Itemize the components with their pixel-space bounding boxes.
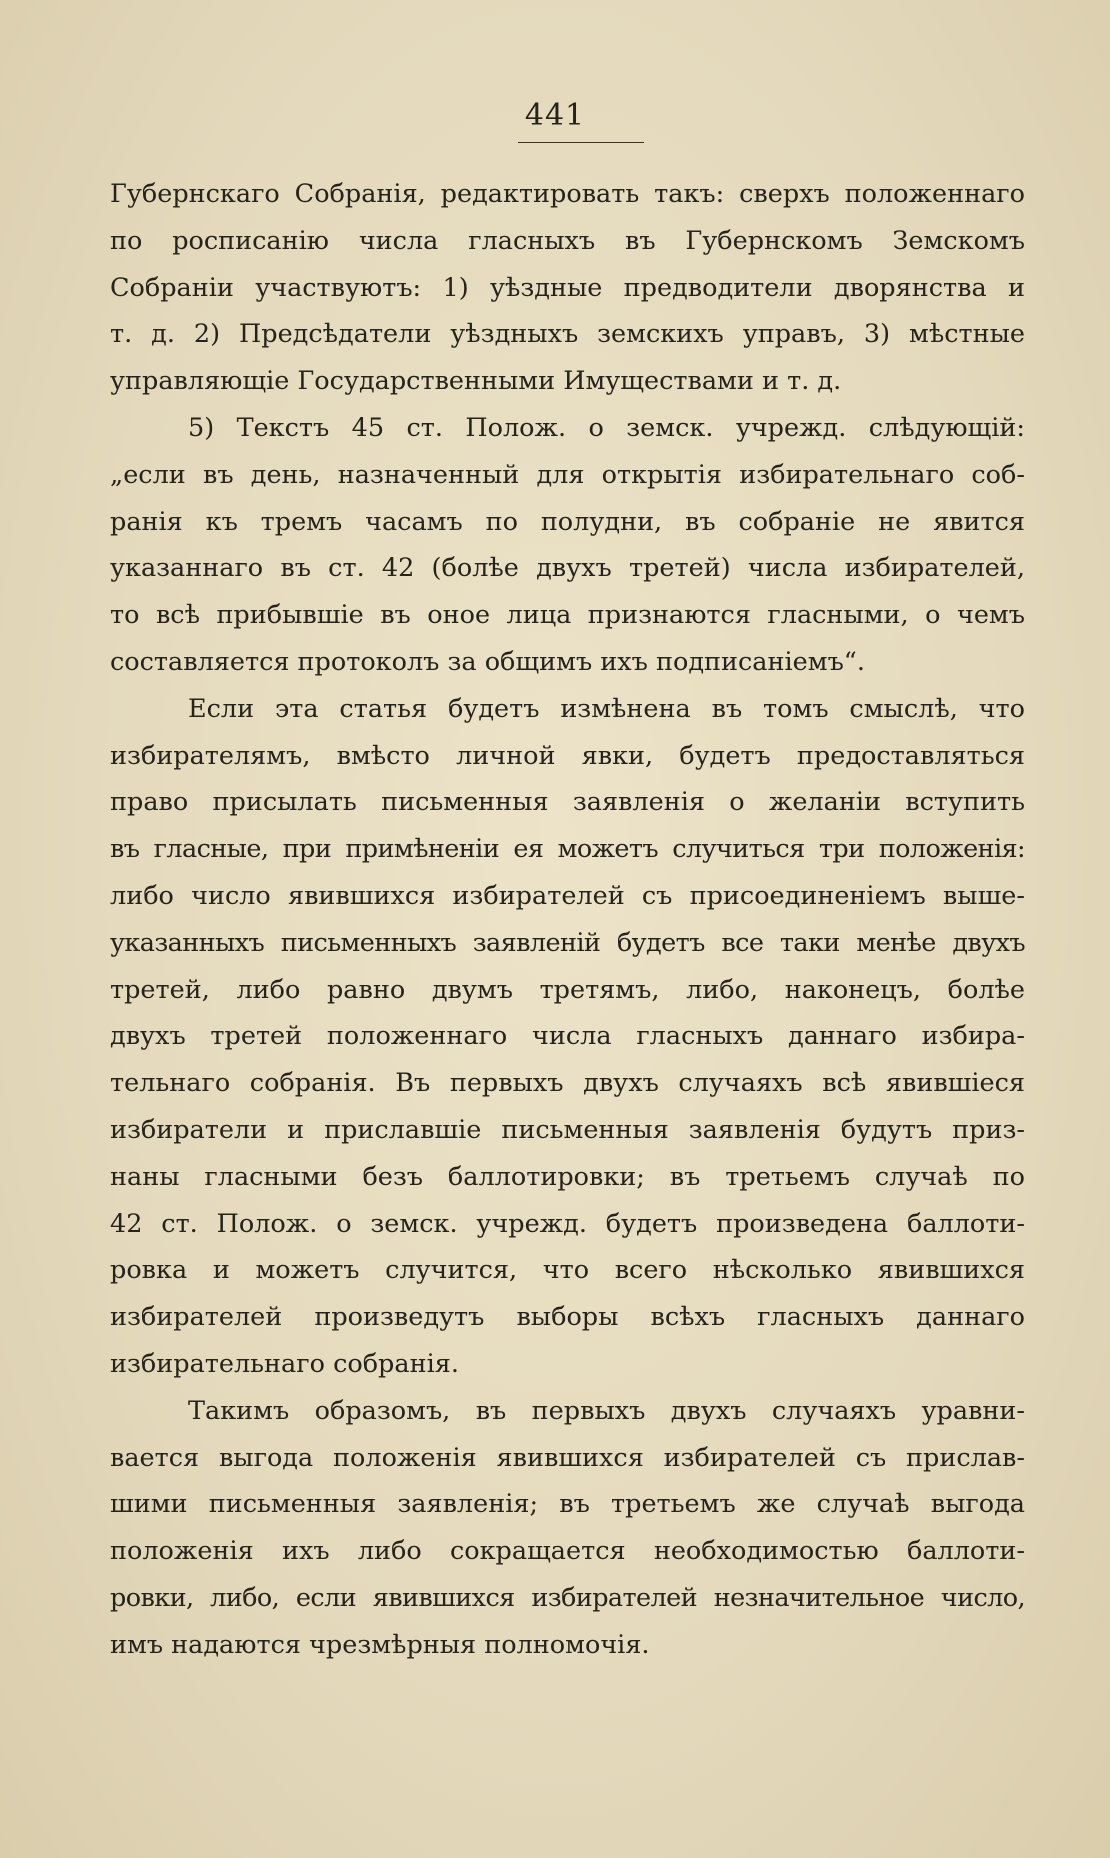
text-line: избирателей произведутъ выборы всѣхъ гласныхъ даннаго <box>110 1302 1025 1333</box>
text-line: Губернскаго Собранія, редактировать такъ: сверхъ положеннаго <box>110 179 1025 209</box>
page-number-rule <box>518 142 644 143</box>
text-line: „если въ день, назначенный для открытія избирательнаго соб- <box>110 459 1025 490</box>
text-line: шими письменныя заявленія; въ третьемъ же случаѣ выгода <box>110 1489 1025 1520</box>
text-line: т. д. 2) Предсѣдатели уѣздныхъ земскихъ управъ, 3) мѣстные <box>110 319 1025 350</box>
body-text <box>110 171 1025 1669</box>
text-line: имъ надаются чрезмѣрныя полномочія. <box>110 1629 650 1660</box>
text-line: по росписанію числа гласныхъ въ Губернскомъ Земскомъ <box>110 225 1025 256</box>
text-line: 42 ст. Полож. о земск. учрежд. будетъ произведена баллоти- <box>110 1208 1025 1239</box>
text-line: составляется протоколъ за общимъ ихъ подписаніемъ“. <box>110 646 865 677</box>
text-line: Такимъ образомъ, въ первыхъ двухъ случаяхъ уравни- <box>188 1395 1025 1426</box>
page-number: 441 <box>524 98 586 133</box>
text-line: Если эта статья будетъ измѣнена въ томъ смыслѣ, что <box>188 693 1025 724</box>
text-line: двухъ третей положеннаго числа гласныхъ даннаго избира- <box>110 1021 1025 1052</box>
text-line: ровки, либо, если явившихся избирателей незначительное число, <box>110 1582 1025 1613</box>
text-line: положенія ихъ либо сокращается необходимостью баллоти- <box>110 1536 1025 1567</box>
text-line: либо число явившихся избирателей съ присоединеніемъ выше- <box>110 880 1025 911</box>
text-line: наны гласными безъ баллотировки; въ третьемъ случаѣ по <box>110 1161 1025 1192</box>
text-line: то всѣ прибывшіе въ оное лица признаются гласными, о чемъ <box>110 600 1025 631</box>
text-line: тельнаго собранія. Въ первыхъ двухъ случаяхъ всѣ явившіеся <box>110 1068 1025 1099</box>
text-line: избиратели и приславшіе письменныя заявленія будутъ приз- <box>110 1114 1025 1145</box>
text-line: въ гласные, при примѣненіи ея можетъ случиться три положенія: <box>110 834 1025 865</box>
text-line: ранія къ тремъ часамъ по полудни, въ собраніе не явится <box>110 506 1025 537</box>
text-line: право присылать письменныя заявленія о желаніи вступить <box>110 787 1025 818</box>
text-line: 5) Текстъ 45 ст. Полож. о земск. учрежд. слѣдующій: <box>188 412 1025 443</box>
text-line: избирателямъ, вмѣсто личной явки, будетъ предоставляться <box>110 740 1025 771</box>
text-line: избирательнаго собранія. <box>110 1348 459 1379</box>
text-line: управляющіе Государственными Имуществами и т. д. <box>110 366 842 397</box>
text-line: указанныхъ письменныхъ заявленій будетъ все таки менѣе двухъ <box>110 927 1025 958</box>
text-line: ровка и можетъ случится, что всего нѣсколько явившихся <box>110 1255 1025 1286</box>
text-line: вается выгода положенія явившихся избирателей съ прислав- <box>110 1442 1025 1473</box>
text-line: третей, либо равно двумъ третямъ, либо, наконецъ, болѣе <box>110 974 1025 1005</box>
text-line: Собраніи участвуютъ: 1) уѣздные предводители дворянства и <box>110 272 1025 303</box>
text-line: указаннаго въ ст. 42 (болѣе двухъ третей) числа избирателей, <box>110 553 1025 584</box>
